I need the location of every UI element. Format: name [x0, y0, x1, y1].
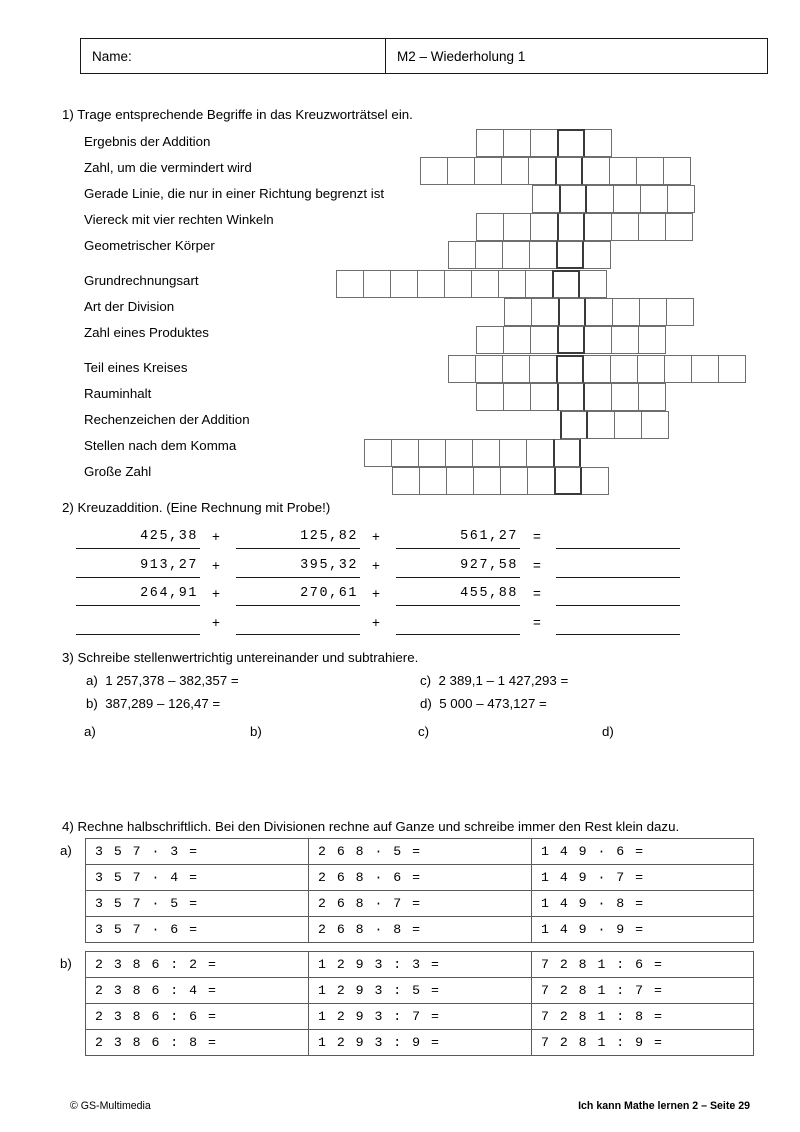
crossword-solution-cell[interactable] [556, 241, 584, 269]
subtraktion-label-c: c) [420, 673, 432, 688]
kreuzaddition-sum-rule [556, 605, 680, 606]
kreuzaddition-operand[interactable]: 561,27 [460, 529, 518, 544]
subtraktion-text-d: 5 000 – 473,127 = [439, 696, 547, 711]
crossword-solution-cell[interactable] [558, 298, 586, 326]
kreuzaddition-rule [76, 605, 200, 606]
subtraktion-text-b: 387,289 – 126,47 = [105, 696, 221, 711]
crossword-solution-cell[interactable] [557, 383, 585, 411]
multiplication-cell[interactable]: 1 4 9 · 9 = [532, 917, 754, 943]
crossword-solution-cell[interactable] [556, 355, 584, 383]
kreuzaddition-operand[interactable]: 425,38 [140, 529, 198, 544]
kreuzaddition-operand[interactable]: 264,91 [140, 586, 198, 601]
crossword-clue-10: Rauminhalt [84, 386, 152, 401]
crossword-solution-cell[interactable] [552, 270, 580, 298]
kreuzaddition-operand[interactable]: 913,27 [140, 557, 198, 573]
workspace-label-a[interactable]: a) [84, 724, 96, 739]
kreuzaddition-rule [236, 548, 360, 549]
plus-operator: + [372, 529, 380, 544]
crossword-clue-7: Art der Division [84, 299, 175, 314]
kreuzaddition-rule [396, 605, 520, 606]
subtraktion-label-d: d) [420, 696, 432, 711]
subtraktion-text-a: 1 257,378 – 382,357 = [105, 673, 239, 688]
footer-copyright: © GS-Multimedia [70, 1100, 151, 1112]
task-2-text: Kreuzaddition. (Eine Rechnung mit Probe!) [77, 500, 331, 515]
multiplication-cell[interactable]: 1 4 9 · 6 = [532, 839, 754, 865]
crossword-solution-cell[interactable] [557, 213, 585, 241]
task-4-heading [62, 819, 679, 834]
table-row [86, 865, 754, 891]
division-cell[interactable]: 1 2 9 3 : 5 = [309, 978, 532, 1004]
task-2-number: 2) [62, 500, 74, 515]
kreuzaddition-rule [236, 605, 360, 606]
multiplication-cell[interactable]: 1 4 9 · 8 = [532, 891, 754, 917]
crossword-clue-3: Gerade Linie, die nur in einer Richtung begrenzt ist [84, 186, 385, 201]
multiplication-table[interactable] [85, 838, 754, 943]
crossword-clue-11: Rechenzeichen der Addition [84, 412, 250, 427]
kreuzaddition-sum-rule [556, 548, 680, 549]
task-4-text: Rechne halbschriftlich. Bei den Divisionen rechne auf Ganze und schreibe immer den Rest klein dazu. [77, 819, 680, 834]
division-cell[interactable]: 2 3 8 6 : 2 = [86, 952, 309, 978]
division-cell[interactable]: 7 2 8 1 : 7 = [532, 978, 754, 1004]
kreuzaddition-operand[interactable]: 270,61 [300, 586, 358, 601]
division-cell[interactable]: 7 2 8 1 : 8 = [532, 1004, 754, 1030]
footer-source: Ich kann Mathe lernen 2 – Seite 29 [578, 1100, 750, 1112]
crossword-solution-cell[interactable] [557, 129, 585, 157]
multiplication-cell[interactable]: 3 5 7 · 4 = [86, 865, 309, 891]
table-row [86, 891, 754, 917]
kreuzaddition-rule [396, 634, 520, 635]
multiplication-cell[interactable]: 3 5 7 · 5 = [86, 891, 309, 917]
group-b-label: b) [60, 956, 72, 971]
crossword-solution-cell[interactable] [557, 326, 585, 354]
division-cell[interactable]: 1 2 9 3 : 3 = [309, 952, 532, 978]
plus-operator: + [212, 529, 220, 544]
crossword-clue-2: Zahl, um die vermindert wird [84, 160, 252, 175]
table-row [86, 978, 754, 1004]
crossword-solution-cell[interactable] [560, 411, 588, 439]
task-1-number: 1) [62, 107, 74, 122]
crossword-clue-13: Große Zahl [84, 464, 152, 479]
plus-operator: + [372, 614, 380, 630]
table-row [86, 839, 754, 865]
sheet-title: M2 – Wiederholung 1 [397, 48, 526, 64]
workspace-label-d[interactable]: d) [602, 724, 614, 739]
subtraktion-text-c: 2 389,1 – 1 427,293 = [438, 673, 569, 688]
subtraktion-label-b: b) [86, 696, 98, 711]
division-cell[interactable]: 2 3 8 6 : 8 = [86, 1030, 309, 1056]
crossword-clue-12: Stellen nach dem Komma [84, 438, 237, 453]
kreuzaddition-operand[interactable]: 395,32 [300, 557, 358, 573]
equals-operator: = [533, 529, 541, 544]
multiplication-cell[interactable]: 2 6 8 · 8 = [309, 917, 532, 943]
task-4-number: 4) [62, 819, 74, 834]
multiplication-cell[interactable]: 2 6 8 · 7 = [309, 891, 532, 917]
equals-operator: = [533, 586, 541, 601]
crossword-clue-9: Teil eines Kreises [84, 360, 188, 375]
plus-operator: + [212, 586, 220, 601]
plus-operator: + [372, 557, 380, 573]
crossword-solution-cell[interactable] [555, 157, 583, 185]
kreuzaddition-rule [396, 577, 520, 578]
plus-operator: + [212, 557, 220, 573]
kreuzaddition-rule [236, 634, 360, 635]
kreuzaddition-operand[interactable]: 927,58 [460, 557, 518, 573]
table-row [86, 952, 754, 978]
multiplication-cell[interactable]: 3 5 7 · 6 = [86, 917, 309, 943]
crossword-clue-4: Viereck mit vier rechten Winkeln [84, 212, 274, 227]
crossword-solution-cell[interactable] [559, 185, 587, 213]
subtraktion-item-c [420, 673, 568, 688]
subtraktion-item-b [86, 696, 220, 711]
task-3-number: 3) [62, 650, 74, 665]
division-table[interactable] [85, 951, 754, 1056]
kreuzaddition-operand[interactable]: 125,82 [300, 529, 358, 544]
crossword-solution-cell[interactable] [554, 467, 582, 495]
workspace-label-b[interactable]: b) [250, 724, 262, 739]
table-row [86, 1030, 754, 1056]
crossword-clue-8: Zahl eines Produktes [84, 325, 209, 340]
division-cell[interactable]: 2 3 8 6 : 6 = [86, 1004, 309, 1030]
subtraktion-item-a [86, 673, 239, 688]
kreuzaddition-rule [76, 548, 200, 549]
multiplication-cell[interactable]: 1 4 9 · 7 = [532, 865, 754, 891]
multiplication-cell[interactable]: 3 5 7 · 3 = [86, 839, 309, 865]
equals-operator: = [533, 614, 541, 630]
crossword-clue-1: Ergebnis der Addition [84, 134, 211, 149]
crossword-clue-5: Geometrischer Körper [84, 238, 215, 253]
division-cell[interactable]: 2 3 8 6 : 4 = [86, 978, 309, 1004]
equals-operator: = [533, 557, 541, 573]
task-1-text: Trage entsprechende Begriffe in das Kreuzworträtsel ein. [77, 107, 413, 122]
crossword-solution-cell[interactable] [553, 439, 581, 467]
task-3-heading [62, 650, 418, 665]
table-row [86, 917, 754, 943]
kreuzaddition-sum-rule [556, 634, 680, 635]
table-row [86, 1004, 754, 1030]
kreuzaddition-operand[interactable]: 455,88 [460, 586, 518, 601]
division-cell[interactable]: 1 2 9 3 : 9 = [309, 1030, 532, 1056]
plus-operator: + [372, 586, 380, 601]
multiplication-cell[interactable]: 2 6 8 · 6 = [309, 865, 532, 891]
kreuzaddition-rule [76, 634, 200, 635]
task-3-text: Schreibe stellenwertrichtig untereinander und subtrahiere. [77, 650, 419, 665]
division-cell[interactable]: 7 2 8 1 : 9 = [532, 1030, 754, 1056]
kreuzaddition-rule [236, 577, 360, 578]
name-label: Name: [92, 48, 132, 64]
kreuzaddition-rule [76, 577, 200, 578]
kreuzaddition-rule [396, 548, 520, 549]
plus-operator: + [212, 614, 220, 630]
kreuzaddition-sum-rule [556, 577, 680, 578]
workspace-label-c[interactable]: c) [418, 724, 430, 739]
subtraktion-label-a: a) [86, 673, 98, 688]
group-a-label: a) [60, 843, 72, 858]
division-cell[interactable]: 1 2 9 3 : 7 = [309, 1004, 532, 1030]
multiplication-cell[interactable]: 2 6 8 · 5 = [309, 839, 532, 865]
subtraktion-item-d [420, 696, 547, 711]
crossword-clue-6: Grundrechnungsart [84, 273, 199, 288]
division-cell[interactable]: 7 2 8 1 : 6 = [532, 952, 754, 978]
